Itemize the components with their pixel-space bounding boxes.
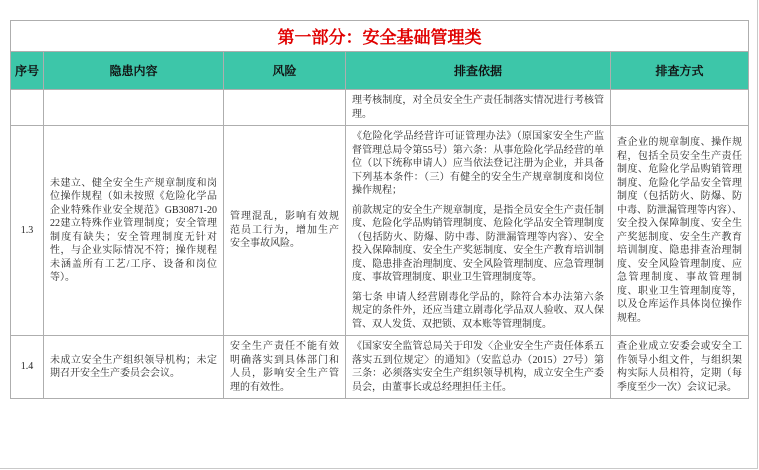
cell-risk: 安全生产责任不能有效明确落实到具体部门和人员，影响安全生产管理的有效性。 <box>224 336 346 399</box>
table-body <box>11 90 749 399</box>
cell-basis <box>346 126 611 336</box>
cell-basis <box>346 90 611 126</box>
table-row <box>11 336 749 399</box>
cell-seq: 1.3 <box>11 126 44 336</box>
cell-hazard: 未成立安全生产组织领导机构；未定期召开安全生产委员会会议。 <box>44 336 224 399</box>
column-header-hazard: 隐患内容 <box>44 52 224 90</box>
column-header-risk: 风险 <box>224 52 346 90</box>
hazard-table <box>10 20 749 399</box>
cell-seq <box>11 90 44 126</box>
cell-method: 查企业的规章制度、操作规程，包括全员安全生产责任制度、危险化学品购销管理制度、危险化学品安全管理制度（包括防火、防爆、防中毒、防泄漏管理等内容）、安全投入保障制度、安全生产奖惩制度、安全生产教育培训制度、隐患排查治理制度、安全风险管理制度、应急管理制度、事故管理制度、职业卫生管理制度等，以及仓库运作具体岗位操作规程。 <box>611 126 749 336</box>
basis-paragraph: 第七条 申请人经营剧毒化学品的，除符合本办法第六条规定的条件外，还应当建立剧毒化学品双人验收、双人保管、双人发货、双把锁、双本账等管理制度。 <box>352 291 604 330</box>
header-row <box>11 52 749 90</box>
cell-hazard: 未建立、健全安全生产规章制度和岗位操作规程（如未按照《危险化学品企业特殊作业安全规范》GB30871-2022建立特殊作业管理制度；安全管理制度有缺失；安全管理制度无针对性，与企业实际情况不符；操作规程未涵盖所有工艺/工序、设备和岗位等）。 <box>44 126 224 336</box>
table-row <box>11 126 749 336</box>
basis-paragraph: 《国家安全监管总局关于印发〈企业安全生产责任体系五落实五到位规定〉的通知》（安监总办（2015）27号）第三条：必须落实安全生产组织领导机构，成立安全生产委员会，由董事长或总经理担任主任。 <box>352 341 604 393</box>
basis-paragraph: 《危险化学品经营许可证管理办法》（原国家安全生产监督管理总局令第55号）第六条：从事危险化学品经营的单位（以下统称申请人）应当依法登记注册为企业，并具备下列基本条件：（三）有健全的安全生产规章制度和岗位操作规程； <box>352 131 604 196</box>
cell-method: 查企业成立安委会或安全工作领导小组文件，与组织架构实际人员相符，定期（每季度至少一次）会议记录。 <box>611 336 749 399</box>
cell-seq: 1.4 <box>11 336 44 399</box>
section-title: 第一部分：安全基础管理类 <box>11 21 749 52</box>
column-header-seq: 序号 <box>11 52 44 90</box>
cell-risk <box>224 90 346 126</box>
basis-paragraph: 前款规定的安全生产规章制度，是指全员安全生产责任制度、危险化学品购销管理制度、危险化学品安全管理制度（包括防火、防爆、防中毒、防泄漏管理等内容）、安全投入保障制度、安全生产奖惩制度、安全生产教育培训制度、隐患排查治理制度、安全风险管理制度、应急管理制度、事故管理制度、职业卫生管理制度等。 <box>352 204 604 283</box>
basis-paragraph: 理考核制度，对全员安全生产责任制落实情况进行考核管理。 <box>352 95 604 120</box>
column-header-basis: 排查依据 <box>346 52 611 90</box>
cell-basis <box>346 336 611 399</box>
table-row <box>11 90 749 126</box>
cell-method <box>611 90 749 126</box>
column-header-method: 排查方式 <box>611 52 749 90</box>
cell-hazard <box>44 90 224 126</box>
title-row <box>11 21 749 52</box>
cell-risk: 管理混乱，影响有效规范员工行为，增加生产安全事故风险。 <box>224 126 346 336</box>
